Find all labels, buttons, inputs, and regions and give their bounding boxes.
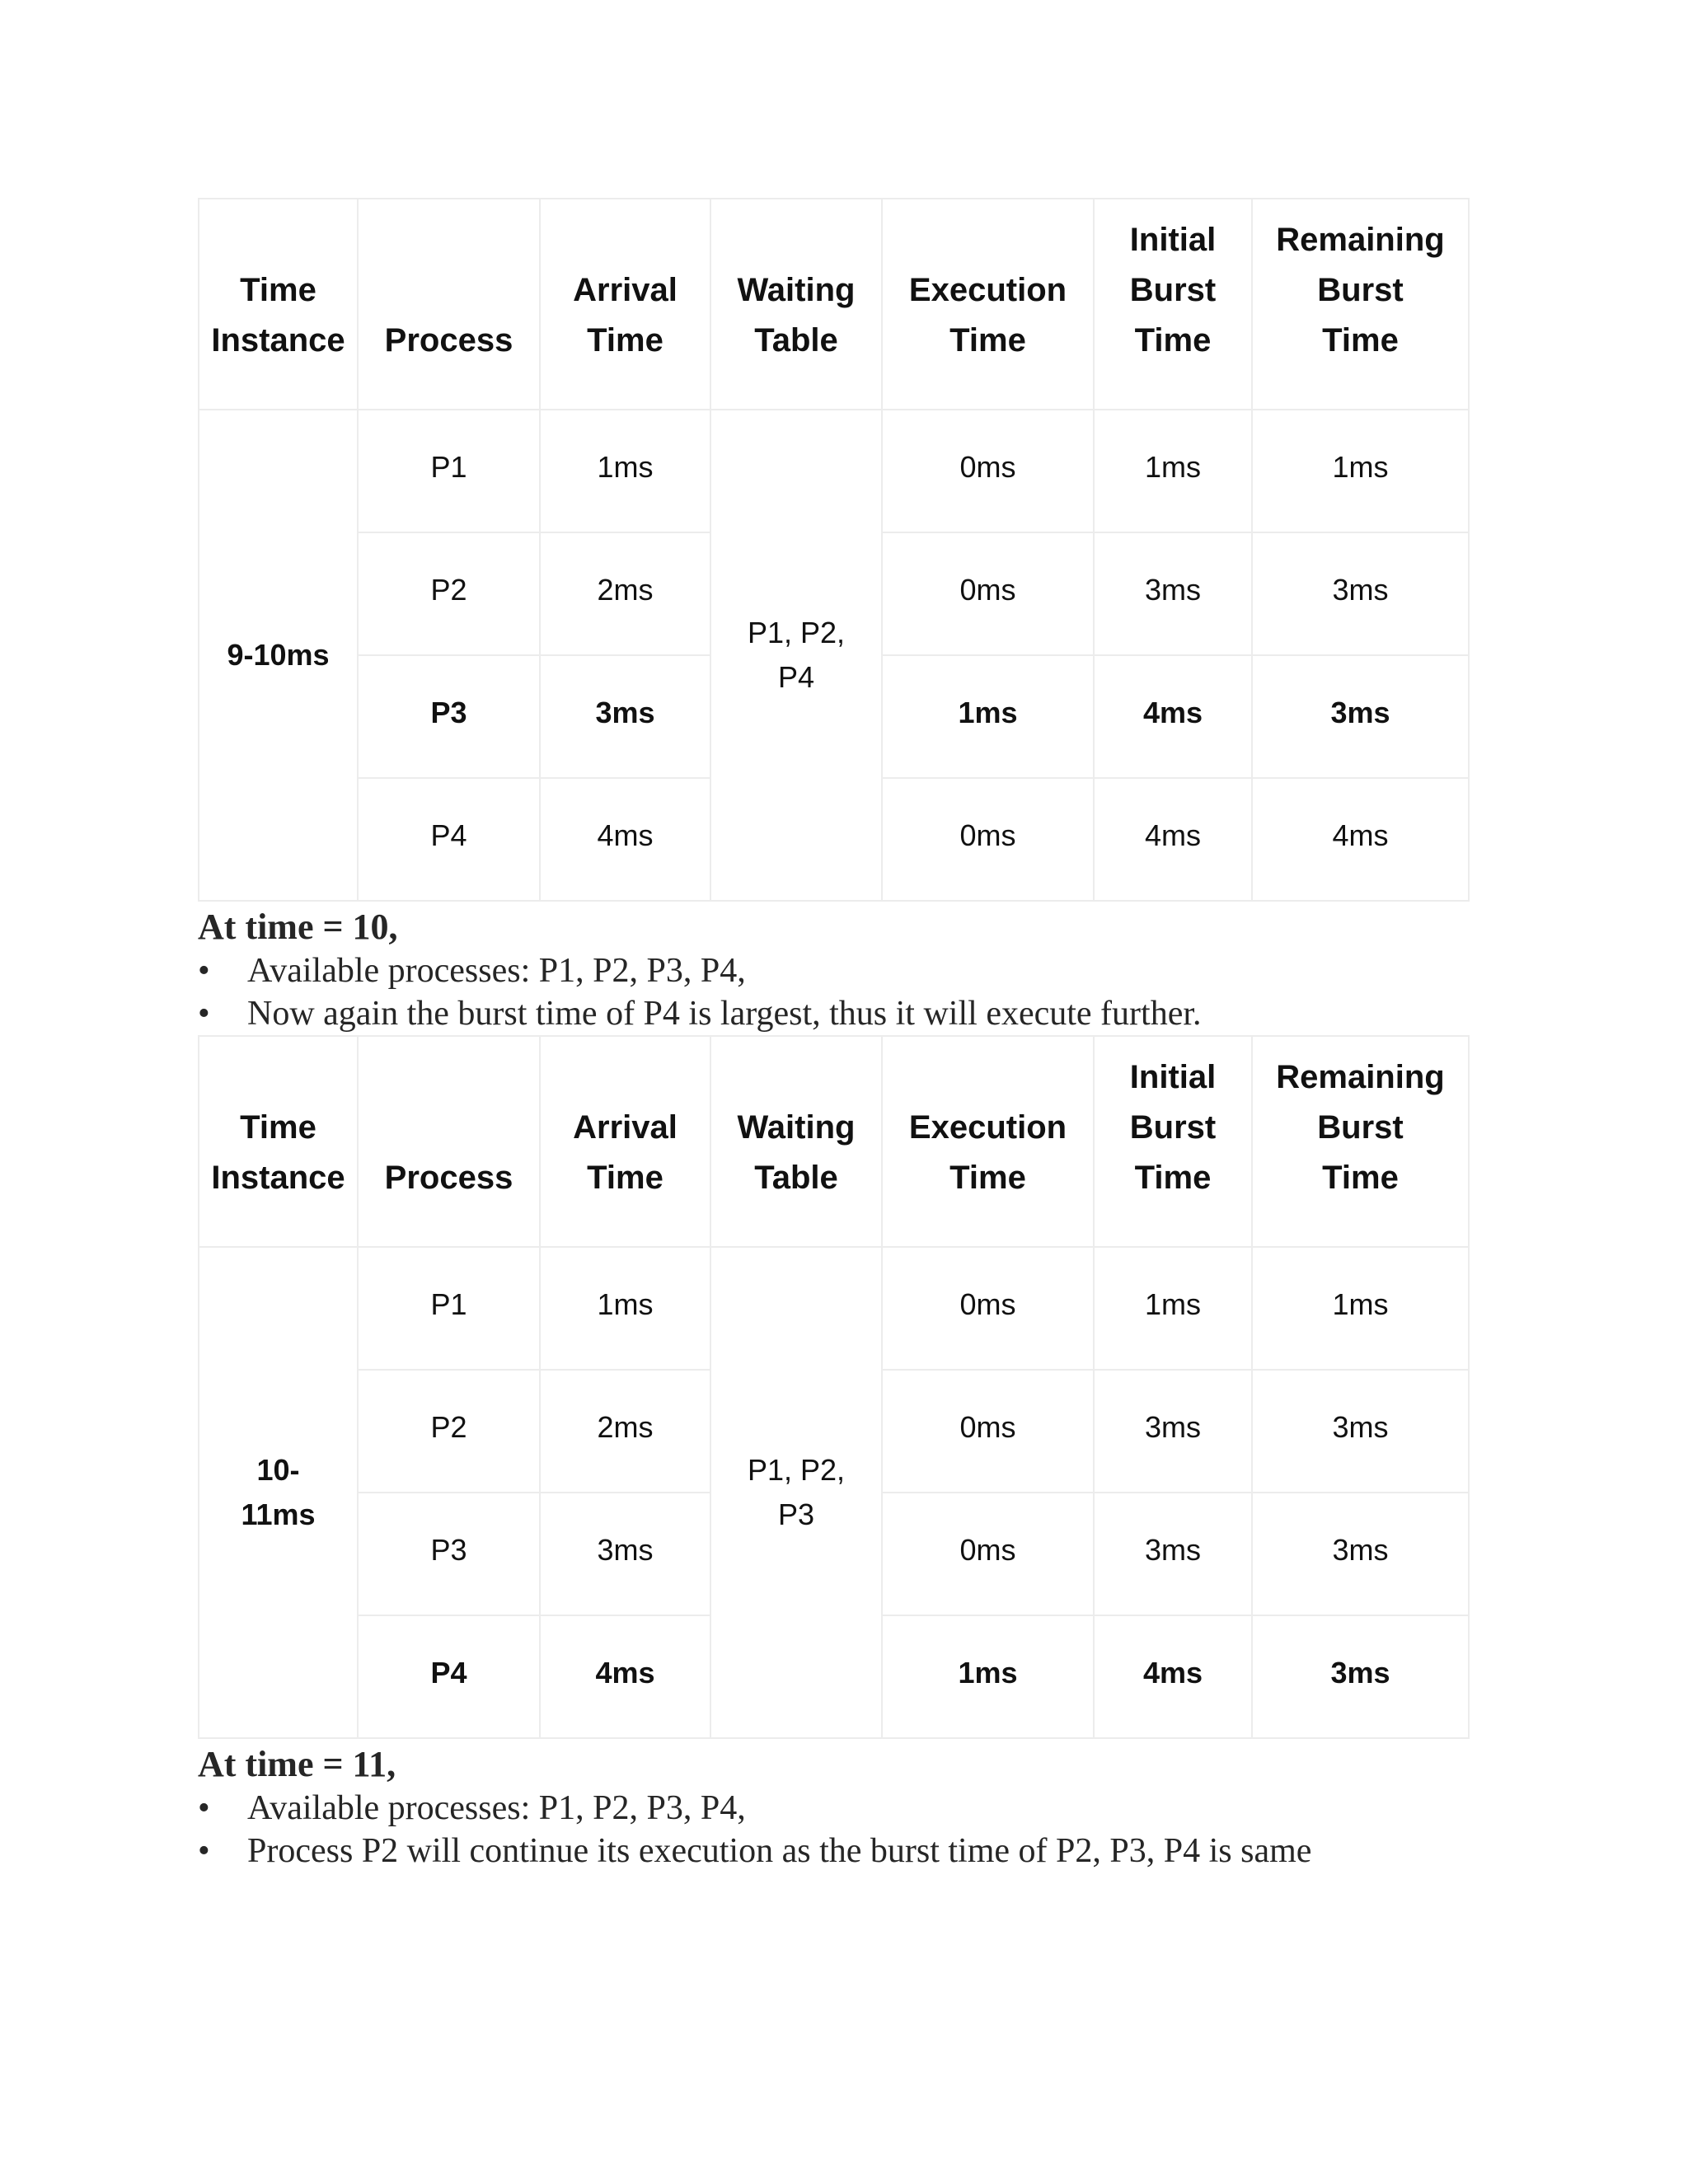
execution-cell: 0ms	[882, 410, 1094, 532]
execution-cell: 1ms	[882, 1615, 1094, 1738]
note-heading: At time = 10,	[198, 907, 398, 947]
remaining-burst-cell: 1ms	[1252, 410, 1469, 532]
header-process: Process	[358, 1036, 540, 1247]
list-item-text: Process P2 will continue its execution as the burst time of P2, P3, P4 is same	[247, 1832, 1312, 1870]
remaining-burst-cell: 3ms	[1252, 1615, 1469, 1738]
table-row	[199, 410, 1469, 532]
header-arrival-time: Arrival Time	[540, 199, 710, 410]
note-time-10	[198, 905, 1468, 1035]
table-row	[199, 1247, 1469, 1370]
header-time-instance: Time Instance	[199, 199, 358, 410]
remaining-burst-cell: 3ms	[1252, 1493, 1469, 1615]
initial-burst-cell: 3ms	[1094, 1493, 1252, 1615]
arrival-cell: 3ms	[540, 1493, 710, 1615]
execution-cell: 0ms	[882, 778, 1094, 901]
list-item-text: Now again the burst time of P4 is largest, thus it will execute further.	[247, 995, 1202, 1033]
header-arrival-time: Arrival Time	[540, 1036, 710, 1247]
remaining-burst-cell: 3ms	[1252, 532, 1469, 655]
time-instance-cell: 9-10ms	[199, 410, 358, 901]
list-item	[198, 1787, 1468, 1830]
waiting-table-cell: P1, P2, P3	[710, 1247, 882, 1738]
header-remaining-burst-time: Remaining Burst Time	[1252, 1036, 1469, 1247]
header-execution-time: Execution Time	[882, 199, 1094, 410]
header-waiting-table: Waiting Table	[710, 199, 882, 410]
initial-burst-cell: 3ms	[1094, 532, 1252, 655]
execution-cell: 0ms	[882, 1493, 1094, 1615]
process-cell: P2	[358, 532, 540, 655]
remaining-burst-cell: 3ms	[1252, 1370, 1469, 1493]
initial-burst-cell: 4ms	[1094, 778, 1252, 901]
initial-burst-cell: 1ms	[1094, 410, 1252, 532]
process-cell: P3	[358, 1493, 540, 1615]
bullet-icon: •	[198, 1832, 210, 1870]
process-cell: P2	[358, 1370, 540, 1493]
document-page	[198, 198, 1468, 1872]
remaining-burst-cell: 1ms	[1252, 1247, 1469, 1370]
initial-burst-cell: 1ms	[1094, 1247, 1252, 1370]
time-instance-cell: 10- 11ms	[199, 1247, 358, 1738]
note-time-11	[198, 1742, 1468, 1872]
table-header-row	[199, 1036, 1469, 1247]
schedule-table-10-11ms	[198, 1035, 1470, 1739]
table-header-row	[199, 199, 1469, 410]
arrival-cell: 2ms	[540, 1370, 710, 1493]
list-item-text: Available processes: P1, P2, P3, P4,	[247, 952, 746, 990]
bullet-icon: •	[198, 952, 210, 990]
arrival-cell: 1ms	[540, 1247, 710, 1370]
list-item	[198, 1830, 1468, 1872]
header-remaining-burst-time: Remaining Burst Time	[1252, 199, 1469, 410]
header-initial-burst-time: Initial Burst Time	[1094, 199, 1252, 410]
initial-burst-cell: 3ms	[1094, 1370, 1252, 1493]
arrival-cell: 2ms	[540, 532, 710, 655]
execution-cell: 1ms	[882, 655, 1094, 778]
remaining-burst-cell: 4ms	[1252, 778, 1469, 901]
arrival-cell: 4ms	[540, 778, 710, 901]
process-cell: P3	[358, 655, 540, 778]
header-execution-time: Execution Time	[882, 1036, 1094, 1247]
list-item	[198, 949, 1468, 992]
execution-cell: 0ms	[882, 532, 1094, 655]
process-cell: P1	[358, 1247, 540, 1370]
header-process: Process	[358, 199, 540, 410]
initial-burst-cell: 4ms	[1094, 655, 1252, 778]
header-initial-burst-time: Initial Burst Time	[1094, 1036, 1252, 1247]
list-item-text: Available processes: P1, P2, P3, P4,	[247, 1789, 746, 1827]
process-cell: P4	[358, 778, 540, 901]
process-cell: P4	[358, 1615, 540, 1738]
note-bullet-list	[198, 1787, 1468, 1872]
schedule-table-9-10ms	[198, 198, 1470, 902]
arrival-cell: 1ms	[540, 410, 710, 532]
bullet-icon: •	[198, 1789, 210, 1827]
waiting-table-cell: P1, P2, P4	[710, 410, 882, 901]
execution-cell: 0ms	[882, 1247, 1094, 1370]
note-heading: At time = 11,	[198, 1744, 396, 1784]
execution-cell: 0ms	[882, 1370, 1094, 1493]
header-waiting-table: Waiting Table	[710, 1036, 882, 1247]
header-time-instance: Time Instance	[199, 1036, 358, 1247]
bullet-icon: •	[198, 995, 210, 1033]
list-item	[198, 992, 1468, 1035]
arrival-cell: 4ms	[540, 1615, 710, 1738]
initial-burst-cell: 4ms	[1094, 1615, 1252, 1738]
remaining-burst-cell: 3ms	[1252, 655, 1469, 778]
arrival-cell: 3ms	[540, 655, 710, 778]
process-cell: P1	[358, 410, 540, 532]
note-bullet-list	[198, 949, 1468, 1035]
